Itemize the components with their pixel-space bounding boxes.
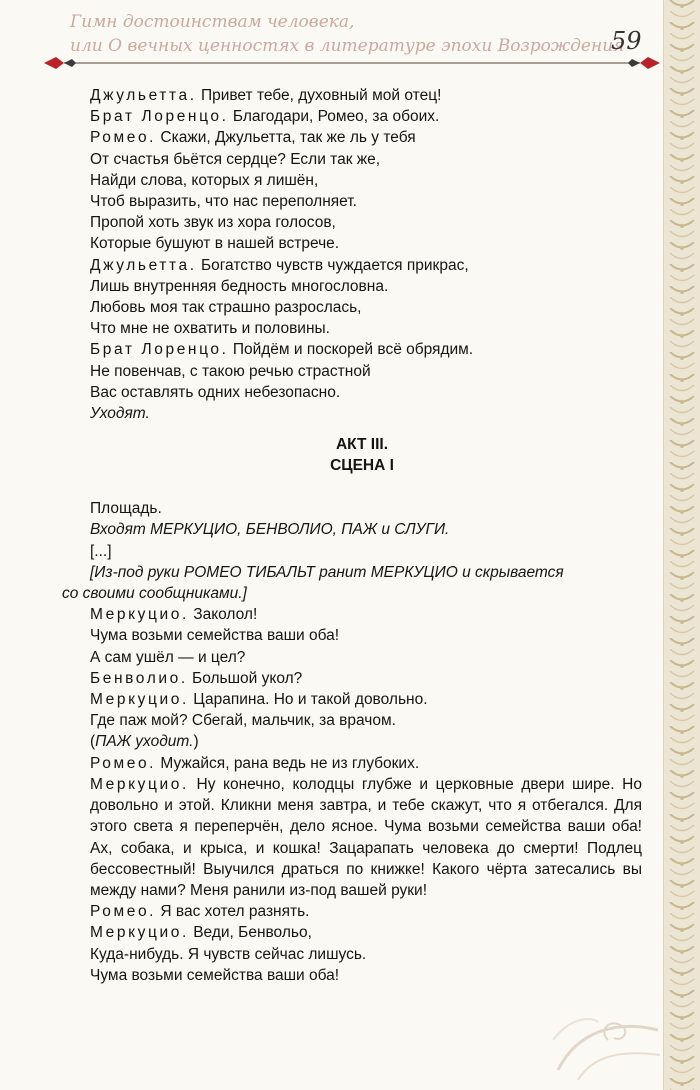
line-r2: Ромео. Я вас хотел разнять. (90, 903, 310, 921)
speaker-name: Меркуцио. (90, 691, 189, 709)
speaker-name: Меркуцио. (90, 924, 189, 942)
speaker-name: Ромео. (90, 754, 157, 772)
play-text (62, 85, 642, 986)
running-header-line-1: Гимн достоинствам человека, (70, 12, 355, 32)
line-1: Джульетта. Привет тебе, духовный мой отец! (90, 87, 442, 104)
speaker-name: Бенволио. (90, 669, 188, 687)
stage-direction-wound-1: [Из-под руки РОМЕО ТИБАЛЬТ ранит МЕРКУЦИО и скрывается (90, 563, 564, 581)
line-3: Ромео. Скажи, Джульетта, так же ль у тебя (90, 129, 416, 147)
left-flourish-icon (44, 57, 64, 69)
speaker-name: Ромео. (90, 129, 157, 147)
scene-block-1 (62, 85, 642, 424)
line-m2: Чума возьми семейства ваши оба! (90, 627, 340, 645)
mercutio-speech: Меркуцио. Ну конечно, колодцы глубже и церковные двери шире. Но довольно и этой. Кликни меня завтра, и тебе скажут, что я отбегался. Для этого света я переперчён, дело ясное. Чума возьми семейства ваши оба! Ах, собака, и крыса, и кошка! Зацарапать человека до смерти! Подлец бессовестный! Выучился драться по книжке! Какого чёрта затесались вы между нами? Меня ранили из-под вашей руки! (90, 775, 642, 899)
line-5: Найди слова, которых я лишён, (90, 171, 319, 189)
line-11: Любовь моя так страшно разрослась, (90, 299, 362, 317)
line-8: Которые бушуют в нашей встрече. (90, 235, 340, 253)
scene-block-2 (62, 498, 642, 986)
line-7: Пропой хоть звук из хора голосов, (90, 214, 336, 232)
line-2: Брат Лоренцо. Благодари, Ромео, за обоих. (90, 108, 440, 126)
line-m6: Меркуцио. Веди, Бенвольо, (90, 924, 312, 942)
speaker-name: Джульетта. (90, 256, 197, 274)
speaker-name: Ромео. (90, 903, 157, 921)
line-m3: А сам ушёл — и цел? (90, 648, 246, 666)
line-9: Джульетта. Богатство чувств чуждается прикрас, (90, 256, 469, 274)
line-m5: Где паж мой? Сбегай, мальчик, за врачом. (90, 712, 396, 730)
line-13: Брат Лоренцо. Пойдём и поскорей всё обрядим. (90, 341, 474, 359)
line-10: Лишь внутренняя бедность многословна. (90, 277, 389, 295)
line-6: Чтоб выразить, что нас переполняет. (90, 193, 357, 211)
speaker-name: Брат Лоренцо. (90, 108, 229, 126)
decorative-side-border (663, 0, 700, 1090)
ellipsis: [...] (90, 542, 112, 560)
stage-direction-wound-2: со своими сообщниками.] (62, 585, 247, 603)
line-m1: Меркуцио. Заколол! (90, 606, 258, 624)
speaker-name: Меркуцио. (90, 775, 189, 793)
speaker-name: Брат Лоренцо. (90, 341, 229, 359)
line-m7: Куда-нибудь. Я чувств сейчас лишусь. (90, 945, 367, 963)
right-flourish-icon (640, 57, 660, 69)
line-12: Что мне не охватить и половины. (90, 320, 330, 338)
header-ornament-rule (42, 54, 662, 72)
line-m8: Чума возьми семейства ваши оба! (90, 966, 340, 984)
line-r1: Ромео. Мужайся, рана ведь не из глубоких. (90, 754, 420, 772)
stage-direction-entrance: Входят МЕРКУЦИО, БЕНВОЛИО, ПАЖ и СЛУГИ. (90, 521, 450, 539)
stage-direction-page-exit: (ПАЖ уходит.) (90, 733, 199, 751)
act-heading: АКТ III. (335, 436, 389, 454)
setting: Площадь. (90, 500, 162, 518)
line-b1: Бенволио. Большой укол? (90, 669, 303, 687)
scene-heading: СЦЕНА I (330, 457, 394, 475)
swirl-ornament-icon (548, 1000, 668, 1085)
line-14: Не повенчав, с такою речью страстной (90, 362, 371, 380)
stage-direction-exit: Уходят. (90, 405, 150, 423)
line-m4: Меркуцио. Царапина. Но и такой довольно. (90, 691, 428, 709)
speaker-name: Джульетта. (90, 87, 197, 104)
line-4: От счастья бьётся сердце? Если так же, (90, 150, 381, 168)
page-number: 59 (611, 27, 642, 55)
speaker-name: Меркуцио. (90, 606, 189, 624)
line-15: Вас оставлять одних небезопасно. (90, 383, 341, 401)
running-header-line-2: или О вечных ценностях в литературе эпохи Возрождения (70, 36, 625, 56)
scallop-ornament (664, 0, 700, 1090)
